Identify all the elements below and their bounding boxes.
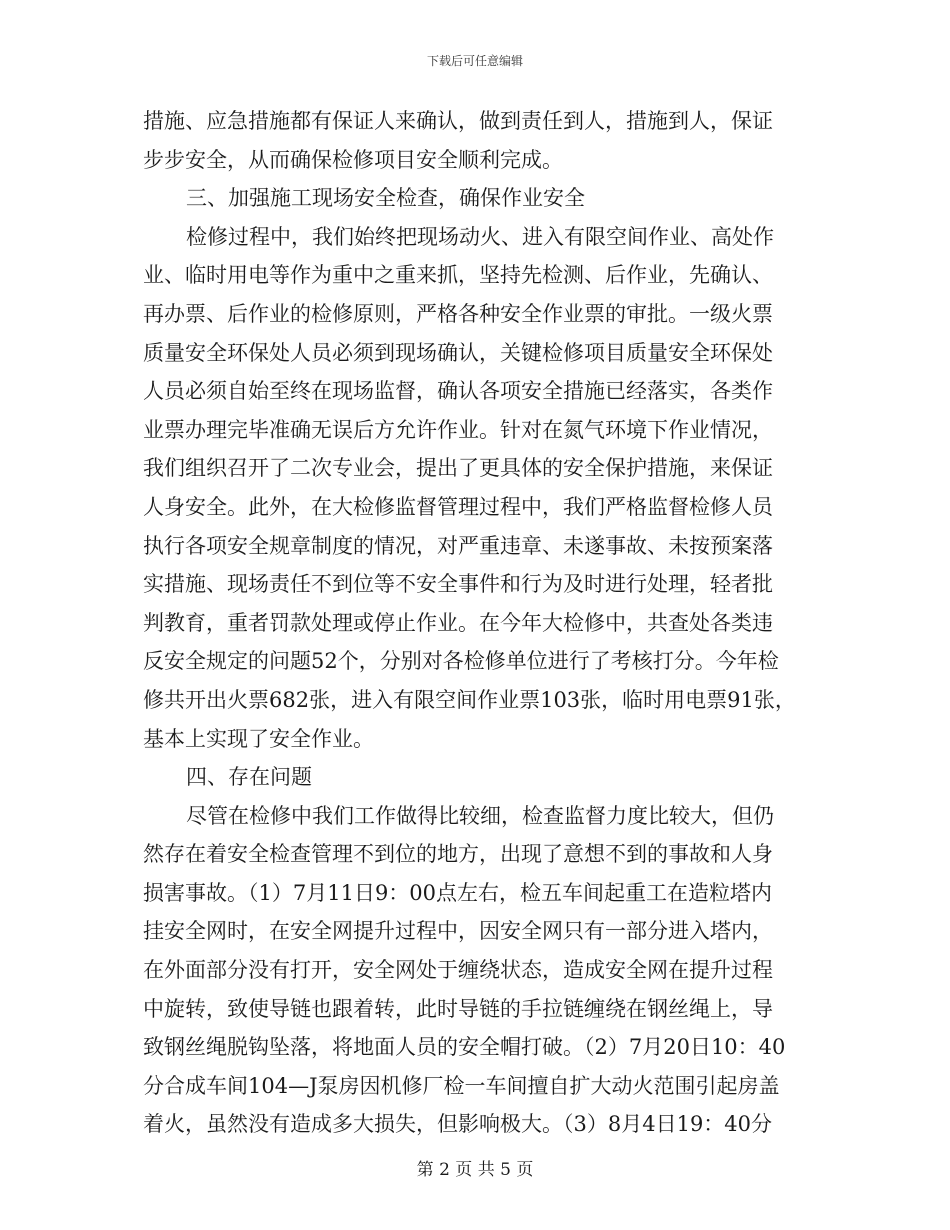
text-line: 判教育，重者罚款处理或停止作业。在今年大检修中，共查处各类违 [143,610,773,635]
text-line: 中旋转，致使导链也跟着转，此时导链的手拉链缠绕在钢丝绳上，导 [143,996,773,1021]
text-line: 修共开出火票682张，进入有限空间作业票103张，临时用电票91张， [143,687,796,712]
text-line: 致钢丝绳脱钩坠落，将地面人员的安全帽打破。（2）7月20日10：40 [143,1035,786,1060]
text-line: 质量安全环保处人员必须到现场确认，关键检修项目质量安全环保处 [143,340,773,365]
text-line: 分合成车间104—J泵房因机修厂检一车间擅自扩大动火范围引起房盖 [143,1073,780,1098]
text-line: 实措施、现场责任不到位等不安全事件和行为及时进行处理，轻者批 [143,572,773,597]
text-line: 基本上实现了安全作业。 [143,726,374,751]
text-line: 再办票、后作业的检修原则，严格各种安全作业票的审批。一级火票 [143,301,773,326]
page-number: 第 2 页 共 5 页 [416,1160,534,1180]
text-line: 损害事故。（1）7月11日9：00点左右，检五车间起重工在造粒塔内 [143,880,773,905]
text-line: 然存在着安全检查管理不到位的地方，出现了意想不到的事故和人身 [143,842,773,867]
text-line: 检修过程中，我们始终把现场动火、进入有限空间作业、高处作 [186,224,774,249]
text-line: 三、加强施工现场安全检查，确保作业安全 [186,186,585,211]
text-line: 业、临时用电等作为重中之重来抓，坚持先检测、后作业，先确认、 [143,263,773,288]
page-header-note: 下载后可任意编辑 [426,54,523,68]
text-line: 尽管在检修中我们工作做得比较细，检查监督力度比较大，但仍 [186,803,774,828]
text-line: 我们组织召开了二次专业会，提出了更具体的安全保护措施，来保证 [143,456,773,481]
text-line: 在外面部分没有打开，安全网处于缠绕状态，造成安全网在提升过程 [143,958,773,983]
text-line: 措施、应急措施都有保证人来确认，做到责任到人，措施到人，保证 [143,109,773,133]
text-line: 业票办理完毕准确无误后方允许作业。针对在氮气环境下作业情况， [143,417,773,442]
text-line: 步步安全，从而确保检修项目安全顺利完成。 [143,147,563,172]
text-line: 人身安全。此外，在大检修监督管理过程中，我们严格监督检修人员 [143,494,773,519]
text-line: 着火，虽然没有造成多大损失，但影响极大。（3）8月4日19：40分 [143,1112,773,1137]
document-body [143,102,813,1144]
text-line: 人员必须自始至终在现场监督，确认各项安全措施已经落实，各类作 [143,379,773,404]
text-line: 执行各项安全规章制度的情况，对严重违章、未遂事故、未按预案落 [143,533,773,558]
text-line: 挂安全网时，在安全网提升过程中，因安全网只有一部分进入塔内， [143,919,773,944]
text-line: 四、存在问题 [186,765,312,790]
text-line: 反安全规定的问题52个，分别对各检修单位进行了考核打分。今年检 [143,649,779,674]
